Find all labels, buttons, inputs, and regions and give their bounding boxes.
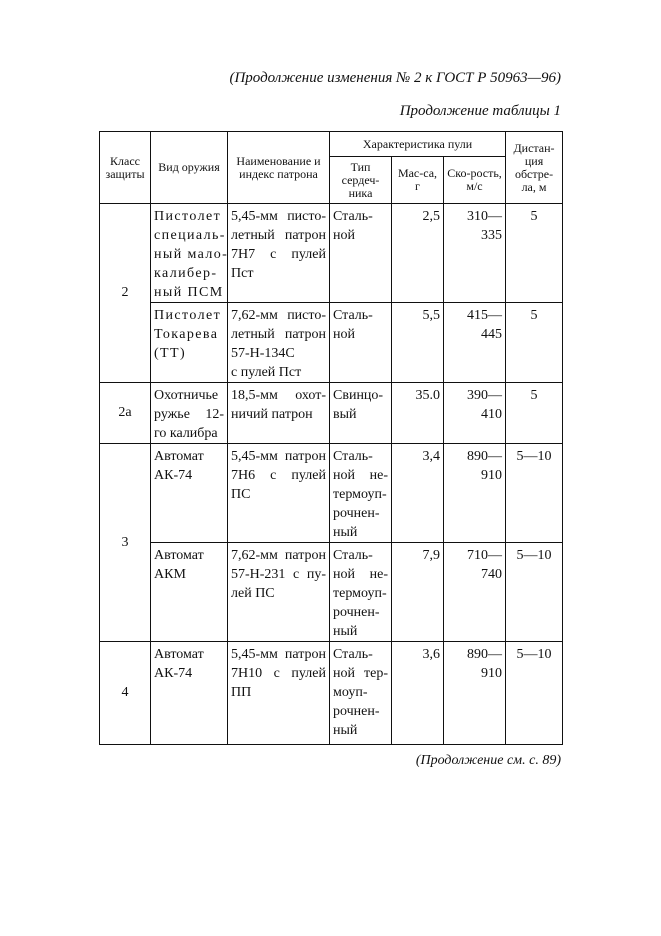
cartridge-line: 7Н10 с пулей — [231, 666, 326, 681]
header-weapon: Вид оружия — [151, 132, 228, 204]
cartridge-line: ПС — [231, 487, 251, 502]
cartridge-line: летный патрон — [231, 327, 326, 342]
firing-distance-cell: 5—10 — [506, 642, 563, 745]
core-line: ной не- — [333, 567, 388, 582]
cartridge-line: 57-Н-231 с пу- — [231, 567, 326, 582]
cartridge-name-cell — [228, 383, 330, 444]
header-bullet-characteristics: Характеристика пули — [330, 132, 506, 157]
core-line: ной — [333, 228, 355, 243]
weapon-line: Охотничье — [154, 388, 219, 403]
cartridge-line: 5,45-мм писто- — [231, 209, 326, 224]
firing-distance-cell: 5 — [506, 383, 563, 444]
bullet-mass-cell: 7,9 — [392, 543, 444, 642]
bullet-mass-cell: 2,5 — [392, 204, 444, 303]
table-row — [100, 444, 563, 543]
table-continuation-label: Продолжение таблицы 1 — [399, 103, 561, 119]
cartridge-line: 7,62-мм писто- — [231, 308, 326, 323]
core-line: Свинцо- — [333, 388, 384, 403]
table-row — [100, 204, 563, 303]
table-row — [100, 303, 563, 383]
weapon-line: ружье 12- — [154, 407, 224, 422]
core-line: термоуп- — [333, 487, 387, 502]
cartridge-name-cell — [228, 303, 330, 383]
weapon-line: ный мало- — [154, 247, 229, 262]
core-line: рочнен- — [333, 506, 380, 521]
cartridge-name-cell — [228, 444, 330, 543]
core-line: ной не- — [333, 468, 388, 483]
header-mass: Мас-са, г — [392, 157, 444, 204]
cartridge-line: Пст — [231, 266, 254, 281]
weapon-line: Автомат — [154, 647, 204, 662]
core-line: рочнен- — [333, 704, 380, 719]
core-line: Сталь- — [333, 449, 373, 464]
core-line: ный — [333, 525, 358, 540]
table-row — [100, 642, 563, 745]
core-line: Сталь- — [333, 548, 373, 563]
header-core-type: Тип сердеч-ника — [330, 157, 392, 204]
firing-distance-cell: 5—10 — [506, 444, 563, 543]
core-line: Сталь- — [333, 209, 373, 224]
weapon-line: Токарева — [154, 327, 219, 342]
core-line: ной тер- — [333, 666, 388, 681]
cartridge-line: 7,62-мм патрон — [231, 548, 326, 563]
weapon-line: (ТТ) — [154, 346, 187, 361]
core-type-cell — [330, 303, 392, 383]
header-cartridge: Наименование и индекс патрона — [228, 132, 330, 204]
weapon-line: го калибра — [154, 426, 218, 441]
header-distance: Дистан-ция обстре-ла, м — [506, 132, 563, 204]
core-type-cell — [330, 204, 392, 303]
weapon-type-cell — [151, 642, 228, 745]
cartridge-line: 57-Н-134С — [231, 346, 295, 361]
bullet-mass-cell: 3,6 — [392, 642, 444, 745]
cartridge-line: с пулей Пст — [231, 365, 302, 380]
core-line: вый — [333, 407, 357, 422]
protection-class-cell: 4 — [100, 642, 151, 745]
bullet-speed-cell: 310—335 — [444, 204, 506, 303]
weapon-line: Пистолет — [154, 209, 222, 224]
header-class: Класс защиты — [100, 132, 151, 204]
firing-distance-cell: 5—10 — [506, 543, 563, 642]
cartridge-name-cell — [228, 204, 330, 303]
cartridge-line: 7Н7 с пулей — [231, 247, 326, 262]
cartridge-line: 7Н6 с пулей — [231, 468, 326, 483]
bullet-mass-cell: 5,5 — [392, 303, 444, 383]
weapon-line: Автомат — [154, 449, 204, 464]
weapon-type-cell — [151, 543, 228, 642]
cartridge-line: лей ПС — [231, 586, 275, 601]
document-continuation-header: (Продолжение изменения № 2 к ГОСТ Р 50963—96) — [229, 70, 561, 86]
weapon-type-cell — [151, 383, 228, 444]
bullet-speed-cell: 415—445 — [444, 303, 506, 383]
firing-distance-cell: 5 — [506, 303, 563, 383]
core-type-cell — [330, 383, 392, 444]
firing-distance-cell: 5 — [506, 204, 563, 303]
cartridge-line: 18,5-мм охот- — [231, 388, 326, 403]
cartridge-line: летный патрон — [231, 228, 326, 243]
core-type-cell — [330, 642, 392, 745]
weapon-type-cell — [151, 444, 228, 543]
weapon-line: калибер- — [154, 266, 218, 281]
weapon-type-cell — [151, 204, 228, 303]
table-row — [100, 383, 563, 444]
bullet-mass-cell: 35.0 — [392, 383, 444, 444]
cartridge-line: 5,45-мм патрон — [231, 647, 326, 662]
bullet-speed-cell: 890—910 — [444, 444, 506, 543]
core-type-cell — [330, 543, 392, 642]
weapon-line: АКМ — [154, 567, 186, 582]
bullet-speed-cell: 890—910 — [444, 642, 506, 745]
core-type-cell — [330, 444, 392, 543]
table-body — [100, 204, 563, 745]
core-line: ной — [333, 327, 355, 342]
cartridge-line: ПП — [231, 685, 252, 700]
core-line: термоуп- — [333, 586, 387, 601]
weapon-line: АК-74 — [154, 666, 193, 681]
weapon-line: Пистолет — [154, 308, 222, 323]
weapon-line: Автомат — [154, 548, 204, 563]
bullet-speed-cell: 710—740 — [444, 543, 506, 642]
weapon-line: ный ПСМ — [154, 285, 224, 300]
bullet-mass-cell: 3,4 — [392, 444, 444, 543]
bullet-speed-cell: 390—410 — [444, 383, 506, 444]
core-line: Сталь- — [333, 308, 373, 323]
weapon-line: специаль- — [154, 228, 226, 243]
core-line: моуп- — [333, 685, 368, 700]
protection-class-cell: 2а — [100, 383, 151, 444]
core-line: ный — [333, 624, 358, 639]
weapon-line: АК-74 — [154, 468, 193, 483]
protection-class-cell: 3 — [100, 444, 151, 642]
table-row — [100, 543, 563, 642]
continuation-footer: (Продолжение см. с. 89) — [415, 753, 561, 768]
cartridge-name-cell — [228, 642, 330, 745]
cartridge-name-cell — [228, 543, 330, 642]
protection-class-cell: 2 — [100, 204, 151, 383]
header-speed: Ско-рость, м/с — [444, 157, 506, 204]
core-line: ный — [333, 723, 358, 738]
ammunition-table — [99, 131, 563, 745]
core-line: рочнен- — [333, 605, 380, 620]
weapon-type-cell — [151, 303, 228, 383]
cartridge-line: 5,45-мм патрон — [231, 449, 326, 464]
core-line: Сталь- — [333, 647, 373, 662]
cartridge-line: ничий патрон — [231, 407, 313, 422]
